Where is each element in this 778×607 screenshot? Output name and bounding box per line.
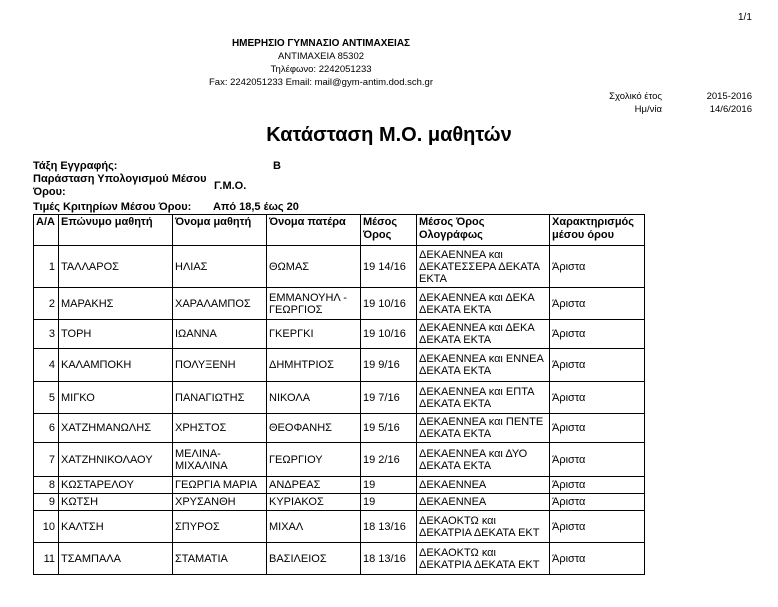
cell-first-name: ΗΛΙΑΣ bbox=[173, 246, 267, 288]
school-year-value: 2015-2016 bbox=[706, 91, 752, 102]
cell-surname: ΜΙΓΚΟ bbox=[59, 382, 173, 414]
date-value: 14/6/2016 bbox=[709, 104, 752, 115]
cell-aa: 10 bbox=[34, 511, 59, 543]
header-aa: Α/Α bbox=[34, 215, 59, 246]
header-surname: Επώνυμο μαθητή bbox=[59, 215, 173, 246]
cell-average: 19 5/16 bbox=[361, 414, 417, 443]
cell-aa: 5 bbox=[34, 382, 59, 414]
cell-surname: ΚΩΣΤΑΡΕΛΟΥ bbox=[59, 477, 173, 494]
range-value: Από 18,5 έως 20 bbox=[213, 201, 299, 213]
cell-first-name: ΣΤΑΜΑΤΙΑ bbox=[173, 543, 267, 575]
cell-father-name: ΒΑΣΙΛΕΙΟΣ bbox=[267, 543, 361, 575]
cell-average: 19 10/16 bbox=[361, 288, 417, 320]
cell-average: 19 bbox=[361, 477, 417, 494]
cell-average-words: ΔΕΚΑΟΚΤΩ και ΔΕΚΑΤΡΙΑ ΔΕΚΑΤΑ ΕΚΤ bbox=[417, 511, 550, 543]
cell-father-name: ΓΕΩΡΓΙΟΥ bbox=[267, 443, 361, 477]
school-phone: Τηλέφωνο: 2242051233 bbox=[270, 64, 372, 75]
cell-father-name: ΘΩΜΑΣ bbox=[267, 246, 361, 288]
cell-average-words: ΔΕΚΑΕΝΝΕΑ και ΔΥΟ ΔΕΚΑΤΑ ΕΚΤΑ bbox=[417, 443, 550, 477]
page-number: 1/1 bbox=[738, 12, 752, 23]
cell-grade: Άριστα bbox=[550, 320, 645, 349]
cell-average-words: ΔΕΚΑΕΝΝΕΑ και ΠΕΝΤΕ ΔΕΚΑΤΑ ΕΚΤΑ bbox=[417, 414, 550, 443]
header-grade: Χαρακτηρισμός μέσου όρου bbox=[550, 215, 645, 246]
cell-surname: ΤΣΑΜΠΑΛΑ bbox=[59, 543, 173, 575]
cell-father-name: ΜΙΧΑΛ bbox=[267, 511, 361, 543]
table-row bbox=[34, 246, 645, 288]
calc-label-line2: Όρου: bbox=[33, 186, 66, 198]
table-row bbox=[34, 320, 645, 349]
cell-aa: 7 bbox=[34, 443, 59, 477]
class-value: Β bbox=[273, 160, 281, 172]
table-header-row bbox=[34, 215, 645, 246]
cell-grade: Άριστα bbox=[550, 511, 645, 543]
table-row bbox=[34, 414, 645, 443]
cell-first-name: ΠΑΝΑΓΙΩΤΗΣ bbox=[173, 382, 267, 414]
cell-grade: Άριστα bbox=[550, 494, 645, 511]
cell-first-name: ΠΟΛΥΞΕΝΗ bbox=[173, 349, 267, 382]
cell-average: 18 13/16 bbox=[361, 511, 417, 543]
cell-grade: Άριστα bbox=[550, 543, 645, 575]
cell-aa: 9 bbox=[34, 494, 59, 511]
school-fax-email: Fax: 2242051233 Email: mail@gym-antim.dod.sch.gr bbox=[208, 77, 434, 88]
cell-father-name: ΕΜΜΑΝΟΥΗΛ - ΓΕΩΡΓΙΟΣ bbox=[267, 288, 361, 320]
cell-average: 19 9/16 bbox=[361, 349, 417, 382]
cell-grade: Άριστα bbox=[550, 288, 645, 320]
school-name: ΗΜΕΡΗΣΙΟ ΓΥΜΝΑΣΙΟ ΑΝΤΙΜΑΧΕΙΑΣ bbox=[231, 38, 411, 49]
cell-grade: Άριστα bbox=[550, 382, 645, 414]
date-label: Ημ/νία bbox=[634, 104, 662, 115]
cell-father-name: ΔΗΜΗΤΡΙΟΣ bbox=[267, 349, 361, 382]
cell-aa: 6 bbox=[34, 414, 59, 443]
cell-aa: 3 bbox=[34, 320, 59, 349]
header-average: Μέσος Όρος bbox=[361, 215, 417, 246]
cell-average: 19 bbox=[361, 494, 417, 511]
page-title: Κατάσταση Μ.Ο. μαθητών bbox=[266, 124, 512, 146]
cell-first-name: ΜΕΛΙΝΑ-ΜΙΧΑΛΙΝΑ bbox=[173, 443, 267, 477]
header-father-name: Όνομα πατέρα bbox=[267, 215, 361, 246]
cell-father-name: ΓΚΕΡΓΚΙ bbox=[267, 320, 361, 349]
table-row bbox=[34, 494, 645, 511]
cell-first-name: ΧΑΡΑΛΑΜΠΟΣ bbox=[173, 288, 267, 320]
cell-aa: 8 bbox=[34, 477, 59, 494]
table-row bbox=[34, 443, 645, 477]
cell-average-words: ΔΕΚΑΕΝΝΕΑ και ΔΕΚΑ ΔΕΚΑΤΑ ΕΚΤΑ bbox=[417, 288, 550, 320]
cell-father-name: ΚΥΡΙΑΚΟΣ bbox=[267, 494, 361, 511]
cell-average-words: ΔΕΚΑΕΝΝΕΑ και ΔΕΚΑ ΔΕΚΑΤΑ ΕΚΤΑ bbox=[417, 320, 550, 349]
cell-average-words: ΔΕΚΑΕΝΝΕΑ και ΕΝΝΕΑ ΔΕΚΑΤΑ ΕΚΤΑ bbox=[417, 349, 550, 382]
calc-label-line1: Παράσταση Υπολογισμού Μέσου bbox=[33, 173, 207, 185]
cell-average: 19 14/16 bbox=[361, 246, 417, 288]
cell-father-name: ΝΙΚΟΛΑ bbox=[267, 382, 361, 414]
table-row bbox=[34, 477, 645, 494]
cell-surname: ΚΑΛΑΜΠΟΚΗ bbox=[59, 349, 173, 382]
school-year-label: Σχολικό έτος bbox=[609, 91, 662, 102]
table-row bbox=[34, 543, 645, 575]
range-label: Τιμές Κριτηρίων Μέσου Όρου: bbox=[33, 201, 192, 213]
header-average-words: Μέσος Όρος Ολογράφως bbox=[417, 215, 550, 246]
cell-average: 19 10/16 bbox=[361, 320, 417, 349]
cell-aa: 11 bbox=[34, 543, 59, 575]
cell-average-words: ΔΕΚΑΕΝΝΕΑ bbox=[417, 494, 550, 511]
cell-average-words: ΔΕΚΑΟΚΤΩ και ΔΕΚΑΤΡΙΑ ΔΕΚΑΤΑ ΕΚΤ bbox=[417, 543, 550, 575]
cell-first-name: ΙΩΑΝΝΑ bbox=[173, 320, 267, 349]
cell-average-words: ΔΕΚΑΕΝΝΕΑ και ΔΕΚΑΤΕΣΣΕΡΑ ΔΕΚΑΤΑ ΕΚΤΑ bbox=[417, 246, 550, 288]
cell-aa: 2 bbox=[34, 288, 59, 320]
cell-average: 19 7/16 bbox=[361, 382, 417, 414]
cell-aa: 4 bbox=[34, 349, 59, 382]
table-row bbox=[34, 382, 645, 414]
header-first-name: Όνομα μαθητή bbox=[173, 215, 267, 246]
cell-aa: 1 bbox=[34, 246, 59, 288]
cell-average: 18 13/16 bbox=[361, 543, 417, 575]
cell-first-name: ΓΕΩΡΓΙΑ ΜΑΡΙΑ bbox=[173, 477, 267, 494]
cell-first-name: ΣΠΥΡΟΣ bbox=[173, 511, 267, 543]
students-table bbox=[33, 214, 645, 575]
calc-value: Γ.Μ.Ο. bbox=[214, 180, 247, 192]
cell-father-name: ΑΝΔΡΕΑΣ bbox=[267, 477, 361, 494]
cell-grade: Άριστα bbox=[550, 414, 645, 443]
cell-surname: ΧΑΤΖΗΜΑΝΩΛΗΣ bbox=[59, 414, 173, 443]
class-label: Τάξη Εγγραφής: bbox=[33, 160, 118, 172]
cell-father-name: ΘΕΟΦΑΝΗΣ bbox=[267, 414, 361, 443]
table-row bbox=[34, 511, 645, 543]
cell-surname: ΜΑΡΑΚΗΣ bbox=[59, 288, 173, 320]
cell-grade: Άριστα bbox=[550, 349, 645, 382]
cell-grade: Άριστα bbox=[550, 477, 645, 494]
cell-surname: ΚΩΤΣΗ bbox=[59, 494, 173, 511]
cell-average-words: ΔΕΚΑΕΝΝΕΑ bbox=[417, 477, 550, 494]
cell-average: 19 2/16 bbox=[361, 443, 417, 477]
school-address: ΑΝΤΙΜΑΧΕΙΑ 85302 bbox=[277, 51, 365, 62]
cell-first-name: ΧΡΗΣΤΟΣ bbox=[173, 414, 267, 443]
cell-average-words: ΔΕΚΑΕΝΝΕΑ και ΕΠΤΑ ΔΕΚΑΤΑ ΕΚΤΑ bbox=[417, 382, 550, 414]
cell-surname: ΧΑΤΖΗΝΙΚΟΛΑΟΥ bbox=[59, 443, 173, 477]
cell-grade: Άριστα bbox=[550, 443, 645, 477]
cell-surname: ΤΟΡΗ bbox=[59, 320, 173, 349]
cell-surname: ΚΑΛΤΣΗ bbox=[59, 511, 173, 543]
cell-surname: ΤΑΛΛΑΡΟΣ bbox=[59, 246, 173, 288]
table-row bbox=[34, 288, 645, 320]
cell-first-name: ΧΡΥΣΑΝΘΗ bbox=[173, 494, 267, 511]
cell-grade: Άριστα bbox=[550, 246, 645, 288]
table-row bbox=[34, 349, 645, 382]
